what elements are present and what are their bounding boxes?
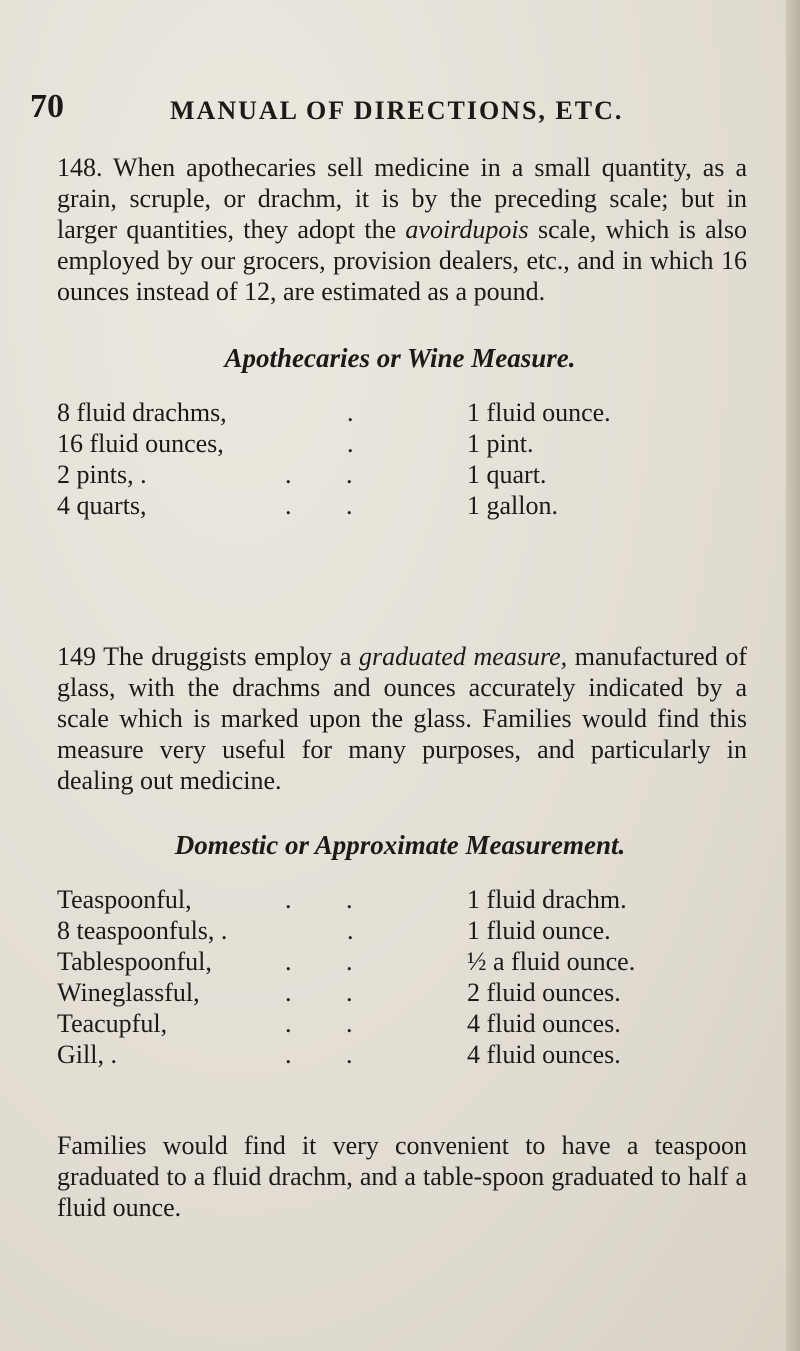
page-header — [30, 88, 770, 128]
paragraph-149-text-b: manufactured of glass, with the drachms and ounces accurately indicated by a scale which is marked upon the glass. Families would find this measure very useful for many purposes, and particularly in dealing out medicine. — [57, 642, 748, 795]
row-leader: . — [347, 916, 378, 945]
row-label: Tablespoonful, — [57, 947, 212, 976]
row-value: 4 fluid ounces. — [467, 1040, 621, 1069]
row-leader: . . — [285, 885, 377, 914]
row-leader: . — [347, 429, 378, 458]
table-row — [57, 429, 757, 460]
row-value: 4 fluid ounces. — [467, 1009, 621, 1038]
row-leader: . . — [285, 947, 377, 976]
paragraph-148-italic: avoirdupois — [405, 215, 529, 244]
apothecaries-title: Apothecaries or Wine Measure. — [224, 343, 576, 373]
row-leader: . . — [285, 1040, 377, 1069]
row-value: 1 pint. — [467, 429, 534, 458]
row-value: 1 fluid ounce. — [467, 916, 611, 945]
row-label: Gill, . — [57, 1040, 117, 1069]
row-label: Wineglassful, — [57, 978, 200, 1007]
row-value: 1 quart. — [467, 460, 547, 489]
row-value: 1 gallon. — [467, 491, 558, 520]
page-edge-shadow — [786, 0, 800, 1351]
paragraph-149-italic: graduated measure, — [359, 642, 568, 671]
closing-paragraph: Families would find it very convenient to have a teaspoon graduated to a fluid drachm, and a table-spoon graduated to half a fluid ounce. — [57, 1131, 747, 1222]
row-label: 4 quarts, — [57, 491, 147, 520]
row-value: 1 fluid drachm. — [467, 885, 627, 914]
row-leader: . . — [285, 1009, 377, 1038]
apothecaries-table — [57, 398, 757, 522]
domestic-table — [57, 885, 757, 1071]
row-value: 2 fluid ounces. — [467, 978, 621, 1007]
table-row — [57, 491, 757, 522]
page-number: 70 — [30, 88, 64, 125]
table-row — [57, 1040, 757, 1071]
running-head: MANUAL OF DIRECTIONS, ETC. — [170, 96, 624, 125]
table-row — [57, 978, 757, 1009]
row-leader: . . — [285, 491, 377, 520]
row-label: 8 teaspoonfuls, . — [57, 916, 228, 945]
row-label: 2 pints, . — [57, 460, 147, 489]
table-row — [57, 460, 757, 491]
table-row — [57, 1009, 757, 1040]
paragraph-148-text-b: scale, which is also employed by our grocers, provision dealers, etc., and in which 16 ounces instead of 12, are estimated as a pound. — [57, 215, 747, 306]
domestic-title: Domestic or Approximate Measurement. — [174, 830, 626, 860]
table-row — [57, 398, 757, 429]
row-leader: . — [347, 398, 378, 427]
row-label: 16 fluid ounces, — [57, 429, 224, 458]
table-row — [57, 916, 757, 947]
table-row — [57, 947, 757, 978]
row-value: ½ a fluid ounce. — [467, 947, 636, 976]
row-label: Teacupful, — [57, 1009, 168, 1038]
paragraph-149 — [57, 641, 747, 796]
row-leader: . . — [285, 978, 377, 1007]
row-label: Teaspoonful, — [57, 885, 192, 914]
row-value: 1 fluid ounce. — [467, 398, 611, 427]
paragraph-148 — [57, 152, 747, 307]
row-leader: . . — [285, 460, 377, 489]
row-label: 8 fluid drachms, — [57, 398, 227, 427]
paragraph-148-text-a: 148. When apothecaries sell medicine in a small quantity, as a grain, scruple, or drachm, it is by the preceding scale; but in larger quantities, they adopt the — [57, 153, 747, 244]
table-row — [57, 885, 757, 916]
paragraph-149-text-a: 149 The druggists employ a — [57, 642, 359, 671]
